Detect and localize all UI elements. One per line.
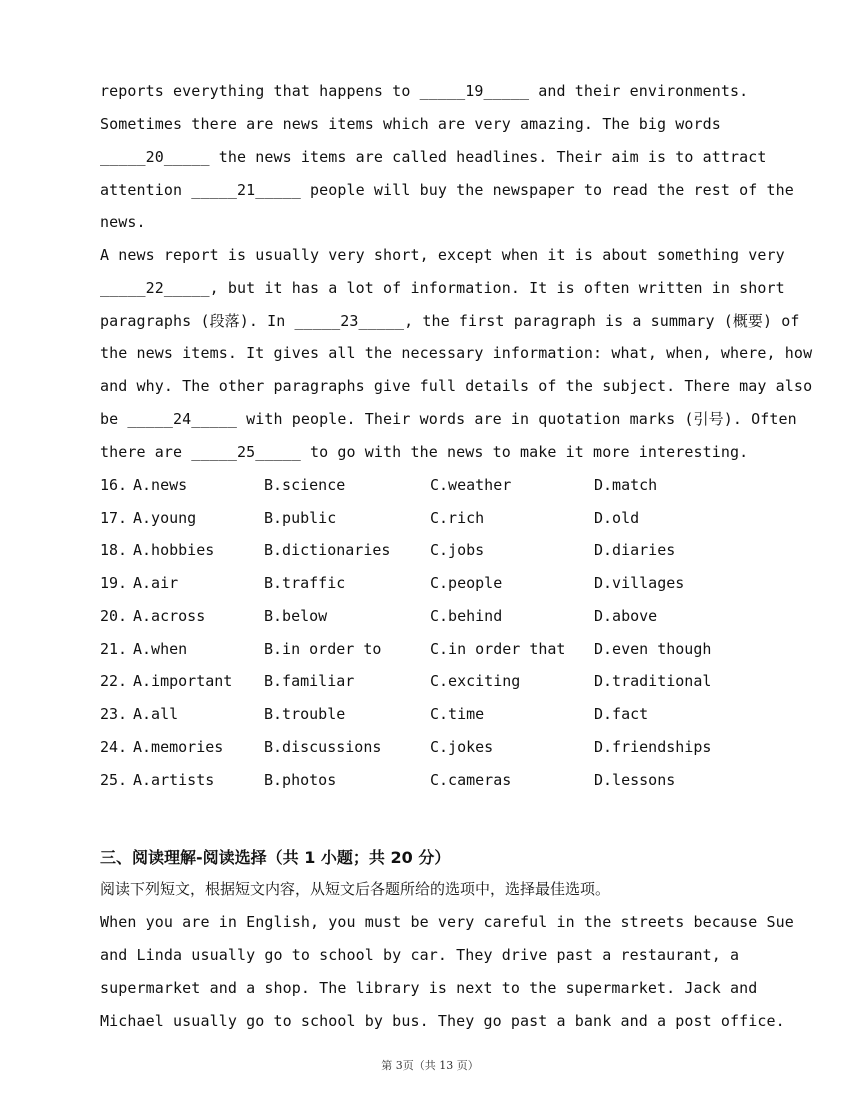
question-19	[100, 573, 780, 593]
option-d[interactable]: D.lessons	[594, 771, 676, 789]
question-21	[100, 639, 780, 659]
option-a[interactable]: A.across	[133, 607, 206, 625]
option-d[interactable]: D.villages	[594, 574, 685, 592]
question-number: 25.	[100, 771, 128, 789]
question-18	[100, 540, 780, 560]
option-b[interactable]: B.familiar	[264, 672, 355, 690]
passage-line: the news items. It gives all the necessary information: what, when, where, how	[100, 344, 813, 362]
passage-line: _____20_____ the news items are called headlines. Their aim is to attract	[100, 148, 767, 166]
passage-line: there are _____25_____ to go with the news to make it more interesting.	[100, 443, 749, 461]
option-d[interactable]: D.old	[594, 509, 640, 527]
question-20	[100, 606, 780, 626]
passage-line: be _____24_____ with people. Their words are in quotation marks (引号). Often	[100, 410, 797, 428]
passage-line: attention _____21_____ people will buy the newspaper to read the rest of the	[100, 181, 794, 199]
question-number: 21.	[100, 640, 128, 658]
option-d[interactable]: D.traditional	[594, 672, 712, 690]
reading-line: Michael usually go to school by bus. They go past a bank and a post office.	[100, 1012, 785, 1030]
option-c[interactable]: C.weather	[430, 476, 512, 494]
option-b[interactable]: B.dictionaries	[264, 541, 391, 559]
option-a[interactable]: A.important	[133, 672, 233, 690]
option-d[interactable]: D.match	[594, 476, 658, 494]
page-footer: 第 3页（共 13 页）	[381, 1059, 479, 1072]
option-d[interactable]: D.fact	[594, 705, 649, 723]
passage-line: paragraphs (段落). In _____23_____, the first paragraph is a summary (概要) of	[100, 312, 800, 330]
question-22	[100, 671, 780, 691]
option-c[interactable]: C.jobs	[430, 541, 485, 559]
option-b[interactable]: B.photos	[264, 771, 337, 789]
option-a[interactable]: A.memories	[133, 738, 224, 756]
option-b[interactable]: B.trouble	[264, 705, 346, 723]
passage-line: news.	[100, 213, 146, 231]
question-number: 17.	[100, 509, 128, 527]
section-instruction: 阅读下列短文，根据短文内容，从短文后各题所给的选项中，选择最佳选项。	[100, 880, 611, 898]
option-a[interactable]: A.when	[133, 640, 188, 658]
passage-line: Sometimes there are news items which are very amazing. The big words	[100, 115, 721, 133]
option-b[interactable]: B.science	[264, 476, 346, 494]
option-c[interactable]: C.jokes	[430, 738, 494, 756]
passage-line: and why. The other paragraphs give full details of the subject. There may also	[100, 377, 813, 395]
passage-line: _____22_____, but it has a lot of information. It is often written in short	[100, 279, 785, 297]
option-a[interactable]: A.young	[133, 509, 197, 527]
option-c[interactable]: C.time	[430, 705, 485, 723]
option-c[interactable]: C.rich	[430, 509, 485, 527]
passage-line: reports everything that happens to _____19_____ and their environments.	[100, 82, 749, 100]
question-number: 16.	[100, 476, 128, 494]
option-a[interactable]: A.hobbies	[133, 541, 215, 559]
question-17	[100, 508, 780, 528]
question-number: 19.	[100, 574, 128, 592]
option-c[interactable]: C.exciting	[430, 672, 521, 690]
reading-line: When you are in English, you must be very careful in the streets because Sue	[100, 913, 794, 931]
question-24	[100, 737, 780, 757]
reading-line: supermarket and a shop. The library is next to the supermarket. Jack and	[100, 979, 758, 997]
question-25	[100, 770, 780, 790]
option-a[interactable]: A.news	[133, 476, 188, 494]
option-c[interactable]: C.cameras	[430, 771, 512, 789]
option-c[interactable]: C.behind	[430, 607, 503, 625]
question-16	[100, 475, 780, 495]
option-a[interactable]: A.all	[133, 705, 179, 723]
reading-line: and Linda usually go to school by car. They drive past a restaurant, a	[100, 946, 740, 964]
option-d[interactable]: D.friendships	[594, 738, 712, 756]
option-d[interactable]: D.above	[594, 607, 658, 625]
section-heading: 三、阅读理解-阅读选择（共 1 小题；共 20 分）	[100, 848, 451, 867]
question-23	[100, 704, 780, 724]
option-d[interactable]: D.even though	[594, 640, 712, 658]
option-b[interactable]: B.discussions	[264, 738, 382, 756]
passage-line: A news report is usually very short, except when it is about something very	[100, 246, 785, 264]
option-d[interactable]: D.diaries	[594, 541, 676, 559]
option-c[interactable]: C.in order that	[430, 640, 566, 658]
question-number: 23.	[100, 705, 128, 723]
option-a[interactable]: A.artists	[133, 771, 215, 789]
question-number: 20.	[100, 607, 128, 625]
option-c[interactable]: C.people	[430, 574, 503, 592]
question-number: 22.	[100, 672, 128, 690]
question-number: 18.	[100, 541, 128, 559]
question-number: 24.	[100, 738, 128, 756]
option-a[interactable]: A.air	[133, 574, 179, 592]
option-b[interactable]: B.public	[264, 509, 337, 527]
option-b[interactable]: B.in order to	[264, 640, 382, 658]
option-b[interactable]: B.traffic	[264, 574, 346, 592]
option-b[interactable]: B.below	[264, 607, 328, 625]
